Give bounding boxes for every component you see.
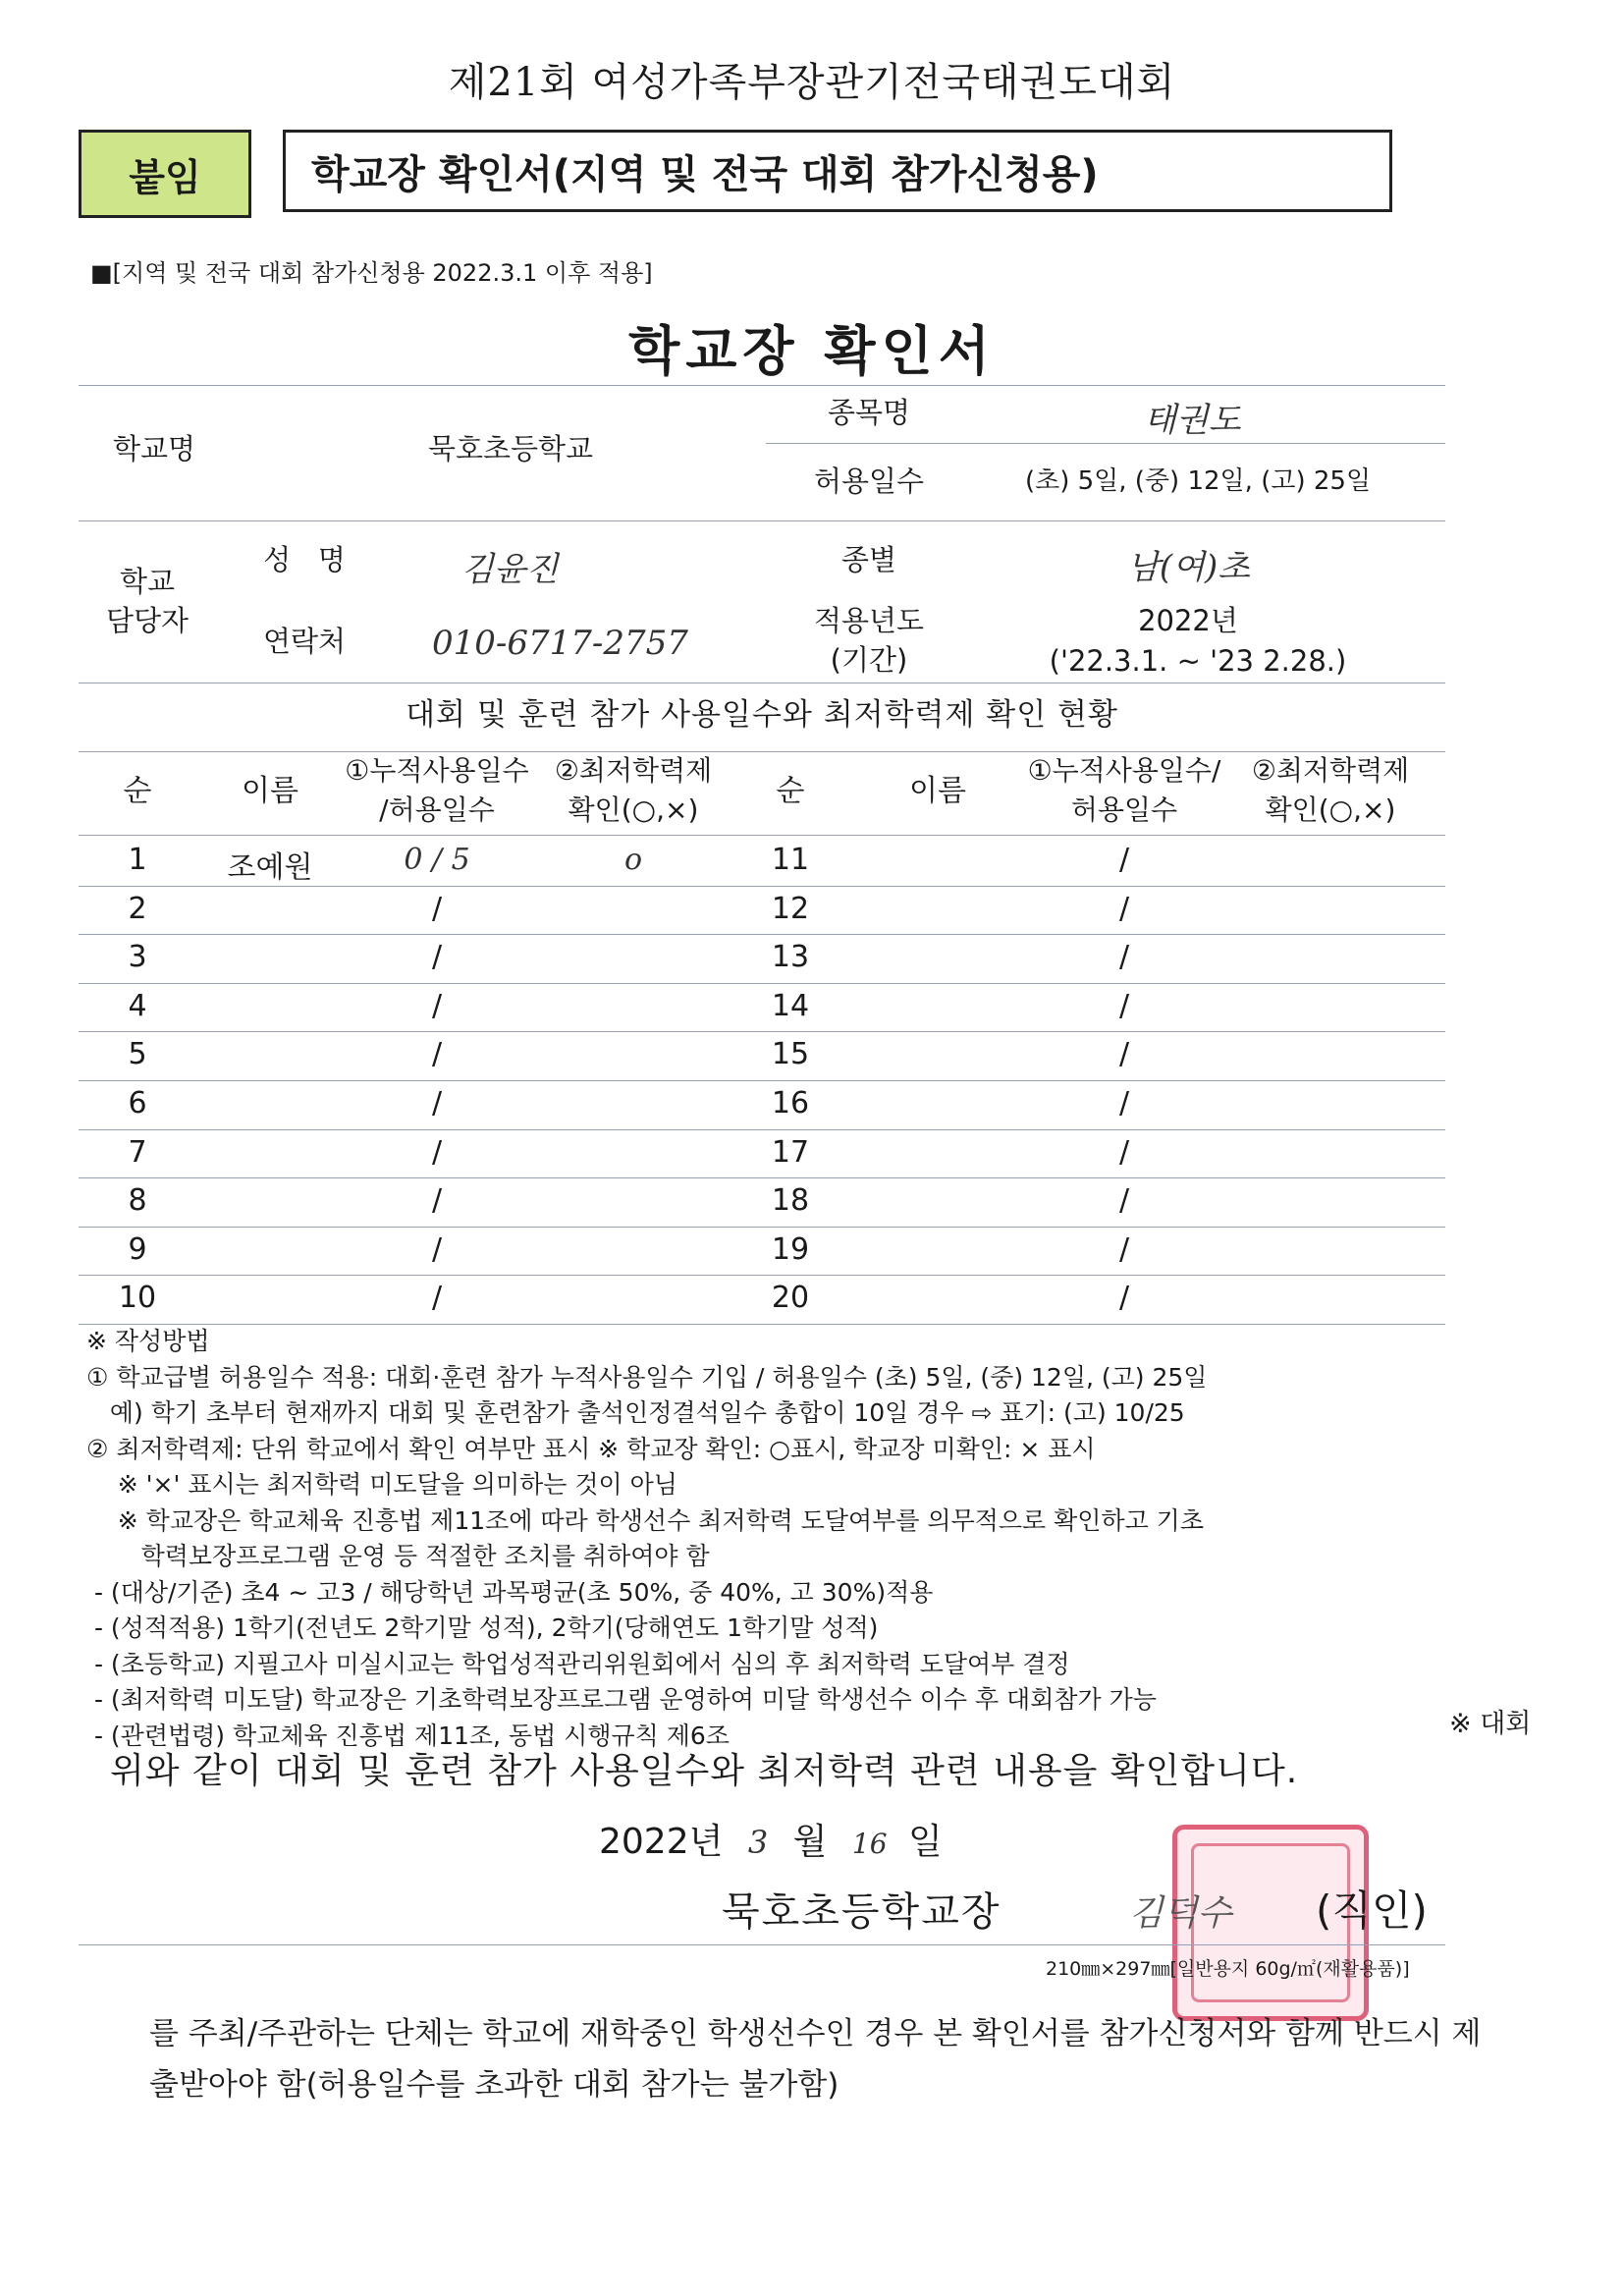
header-title: 학교장 확인서(지역 및 전국 대회 참가신청용) <box>283 130 1392 212</box>
row-divider <box>79 1080 1445 1081</box>
sport-label: 종목명 <box>827 396 911 429</box>
row-number: 5 <box>128 1037 147 1072</box>
note-line: 학력보장프로그램 운영 등 적절한 조치를 취하여야 함 <box>86 1542 710 1570</box>
note-line: ② 최저학력제: 단위 학교에서 확인 여부만 표시 ※ 학교장 확인: ○표시, 학교장 미확인: × 표시 <box>86 1434 1096 1463</box>
row-number: 7 <box>128 1134 147 1170</box>
athlete-name: 조예원 <box>227 850 313 885</box>
used-days: 0 / 5 <box>404 843 470 877</box>
divider <box>79 1944 1445 1945</box>
manager-contact: 010-6717-2757 <box>432 624 688 663</box>
allowed-days-label: 허용일수 <box>813 465 925 498</box>
note-line: - (대상/기준) 초4 ~ 고3 / 해당학년 과목평균(초 50%, 중 40%, 고 30%)적용 <box>86 1577 934 1607</box>
used-days: / <box>431 1037 443 1072</box>
event-title: 제21회 여성가족부장관기전국태권도대회 <box>448 60 1176 105</box>
used-days: / <box>431 1183 443 1219</box>
sport-value: 태권도 <box>1144 401 1241 440</box>
used-days-right: / <box>1118 843 1130 877</box>
row-number-right: 12 <box>771 891 810 926</box>
paper-spec: 210㎜×297㎜[일반용지 60g/㎡(재활용품)] <box>1046 1958 1410 1980</box>
seal-label: (직인) <box>1316 1886 1428 1935</box>
note-line: - (최저학력 미도달) 학교장은 기초학력보장프로그램 운영하여 미달 학생선수 이수 후 대회참가 가능 <box>86 1685 1157 1714</box>
used-days: / <box>431 940 443 975</box>
row-number-right: 16 <box>771 1086 810 1121</box>
date-day: 16 <box>851 1828 888 1860</box>
school-value: 묵호초등학교 <box>427 432 594 465</box>
school-label: 학교명 <box>112 432 196 465</box>
date-month-unit: 월 <box>792 1822 828 1862</box>
used-days-right: / <box>1118 891 1130 926</box>
divider <box>79 520 1445 521</box>
col-days-right-2: 허용일수 <box>1070 793 1178 826</box>
instructions <box>86 1324 1559 1754</box>
row-number-right: 18 <box>771 1183 810 1219</box>
used-days-right: / <box>1118 1281 1130 1316</box>
col-days-right-1: ①누적사용일수/ <box>1027 754 1221 787</box>
note-line: ① 학교급별 허용일수 적용: 대회·훈련 참가 누적사용일수 기입 / 허용일수 (초) 5일, (중) 12일, (고) 25일 <box>86 1362 1208 1392</box>
col-min-1: ②최저학력제 <box>554 754 713 787</box>
signature: 김덕수 <box>1129 1893 1232 1934</box>
min-academic-check: o <box>623 843 643 877</box>
row-divider <box>79 1129 1445 1130</box>
row-number: 10 <box>118 1281 157 1316</box>
signer-title: 묵호초등학교장 <box>722 1889 1001 1935</box>
divider <box>79 385 1445 386</box>
date-month: 3 <box>747 1824 769 1861</box>
col-days-2: /허용일수 <box>379 793 495 826</box>
row-number: 4 <box>128 988 147 1023</box>
row-number: 3 <box>128 940 147 975</box>
year-label-1: 적용년도 <box>813 604 925 637</box>
note-line: ※ 작성방법 <box>86 1327 210 1355</box>
row-divider <box>79 934 1445 935</box>
row-number-right: 17 <box>771 1134 810 1170</box>
note-line: - (성적적용) 1학기(전년도 2학기말 성적), 2학기(당해연도 1학기말 성적) <box>86 1613 879 1642</box>
row-number-right: 14 <box>771 988 810 1023</box>
note-line: - (관련법령) 학교체육 진흥법 제11조, 동법 시행규칙 제6조 <box>86 1721 730 1750</box>
row-divider <box>79 1177 1445 1178</box>
row-number-right: 13 <box>771 940 810 975</box>
col-min-right-1: ②최저학력제 <box>1251 754 1410 787</box>
manager-label-2: 담당자 <box>105 604 189 637</box>
used-days: / <box>431 1086 443 1121</box>
used-days: / <box>431 1134 443 1170</box>
note-line: 예) 학기 초부터 현재까지 대회 및 훈련참가 출석인정결석일수 총합이 10일 경우 ⇨ 표기: (고) 10/25 <box>86 1398 1185 1427</box>
col-num-right: 순 <box>776 774 805 808</box>
row-number-right: 19 <box>771 1231 810 1267</box>
row-divider <box>79 886 1445 887</box>
year-label-2: (기간) <box>830 643 908 677</box>
attachment-tag: 붙임 <box>79 130 251 218</box>
used-days-right: / <box>1118 1037 1130 1072</box>
used-days: / <box>431 1231 443 1267</box>
allowed-days-value: (초) 5일, (중) 12일, (고) 25일 <box>1024 466 1372 496</box>
col-num: 순 <box>123 774 152 808</box>
row-divider <box>79 1275 1445 1276</box>
bottom-note <box>149 2008 1553 2110</box>
row-divider <box>79 1227 1445 1228</box>
divider <box>766 443 1445 444</box>
col-days-1: ①누적사용일수 <box>345 754 529 787</box>
manager-name: 김윤진 <box>461 550 559 589</box>
used-days-right: / <box>1118 1134 1130 1170</box>
row-number: 2 <box>128 891 147 926</box>
row-number: 1 <box>128 843 147 877</box>
confirmation-text: 위와 같이 대회 및 훈련 참가 사용일수와 최저학력 관련 내용을 확인합니다. <box>110 1751 1299 1791</box>
note-line: ※ '×' 표시는 최저학력 미도달을 의미하는 것이 아님 <box>86 1470 677 1499</box>
section-title: 대회 및 훈련 참가 사용일수와 최저학력제 확인 현황 <box>406 697 1118 733</box>
side-note: ※ 대회 <box>1449 1709 1532 1739</box>
divider <box>79 835 1445 836</box>
period-value: ('22.3.1. ~ '23 2.28.) <box>1049 644 1347 678</box>
row-number: 9 <box>128 1231 147 1267</box>
used-days-right: / <box>1118 940 1130 975</box>
col-min-right-2: 확인(○,×) <box>1265 793 1396 826</box>
used-days: / <box>431 891 443 926</box>
year-value: 2022년 <box>1138 604 1238 637</box>
note-line: - (초등학교) 지필고사 미실시교는 학업성적관리위원회에서 심의 후 최저학력 도달여부 결정 <box>86 1649 1070 1678</box>
date-year: 2022년 <box>599 1822 724 1862</box>
row-number: 6 <box>128 1086 147 1121</box>
used-days-right: / <box>1118 1086 1130 1121</box>
col-name-right: 이름 <box>909 774 966 808</box>
manager-label-1: 학교 <box>119 565 176 598</box>
row-number-right: 11 <box>771 843 810 877</box>
used-days: / <box>431 1281 443 1316</box>
row-number-right: 15 <box>771 1037 810 1072</box>
used-days-right: / <box>1118 1231 1130 1267</box>
document-title: 학교장 확인서 <box>628 320 996 382</box>
contact-label: 연락처 <box>262 625 347 658</box>
date-day-unit: 일 <box>908 1822 943 1862</box>
gender-value: 남(여)초 <box>1127 548 1251 587</box>
col-name: 이름 <box>242 774 298 808</box>
row-divider <box>79 1031 1445 1032</box>
gender-label: 종별 <box>840 543 897 576</box>
row-number-right: 20 <box>771 1281 810 1316</box>
col-min-2: 확인(○,×) <box>568 793 699 826</box>
confirmation-date <box>599 1814 943 1864</box>
bottom-note-line: 출받아야 함(허용일수를 초과한 대회 참가는 불가함) <box>149 2067 839 2103</box>
used-days-right: / <box>1118 1183 1130 1219</box>
note-line: ※ 학교장은 학교체육 진흥법 제11조에 따라 학생선수 최저학력 도달여부를 의무적으로 확인하고 기초 <box>86 1505 1204 1535</box>
applicability-note: ■[지역 및 전국 대회 참가신청용 2022.3.1 이후 적용] <box>90 259 653 287</box>
row-number: 8 <box>128 1183 147 1219</box>
used-days-right: / <box>1118 988 1130 1023</box>
row-divider <box>79 983 1445 984</box>
bottom-note-line: 를 주최/주관하는 단체는 학교에 재학중인 학생선수인 경우 본 확인서를 참가신청서와 함께 반드시 제 <box>149 2016 1482 2051</box>
used-days: / <box>431 988 443 1023</box>
name-label: 성 명 <box>263 543 346 576</box>
